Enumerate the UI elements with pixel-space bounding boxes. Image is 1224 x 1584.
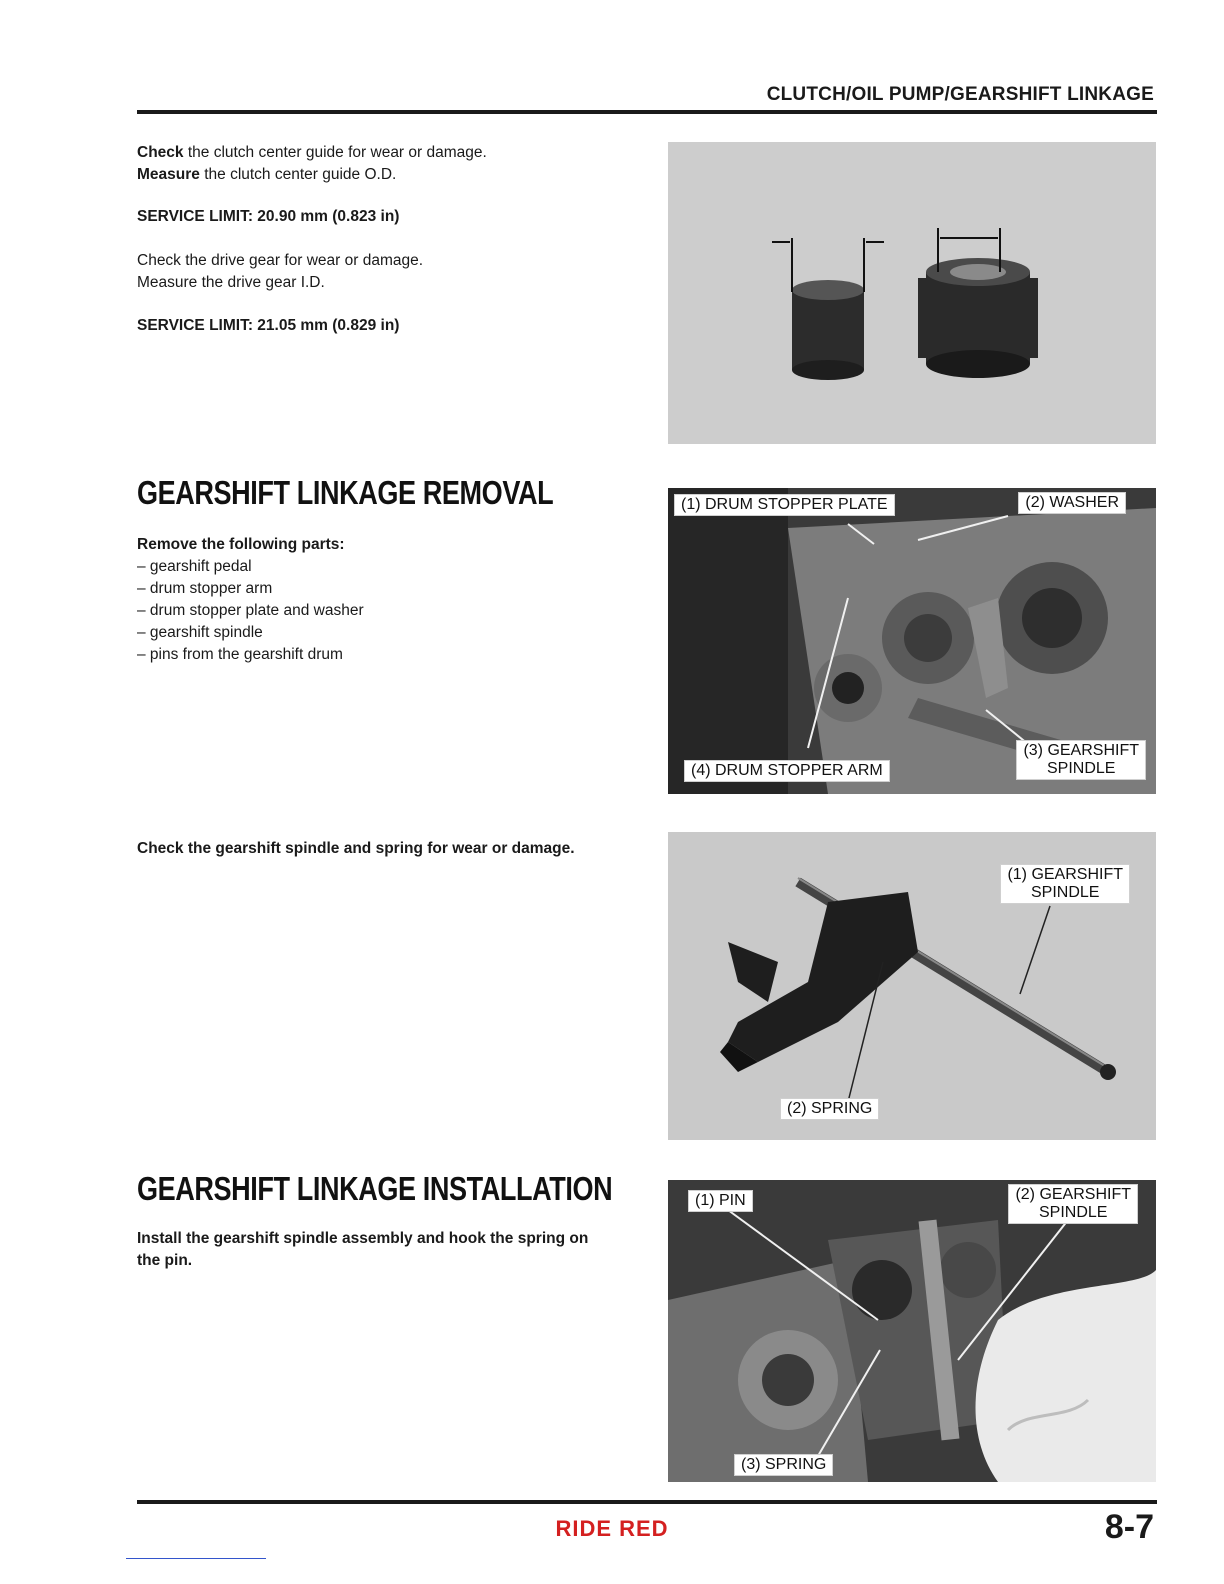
service-limit-value: 20.90 mm (0.823 in)	[252, 208, 400, 225]
removal-heading: GEARSHIFT LINKAGE REMOVAL	[137, 474, 554, 511]
installation-photo	[668, 1180, 1156, 1482]
spring-label: (3) SPRING	[734, 1454, 833, 1476]
label-line: (1) GEARSHIFT	[1007, 866, 1123, 883]
gearshift-spindle-label	[1016, 740, 1146, 780]
check-keyword: Check	[137, 144, 184, 161]
list-item: – pins from the gearshift drum	[137, 646, 343, 663]
instruction-line: the clutch center guide O.D.	[199, 166, 397, 183]
service-limit-label: SERVICE LIMIT:	[137, 317, 253, 334]
service-limit-value: 21.05 mm (0.829 in)	[252, 317, 400, 334]
header-rule	[137, 110, 1157, 114]
check-spindle-text	[137, 838, 575, 860]
clutch-guide-gear-photo	[668, 142, 1156, 444]
washer-label: (2) WASHER	[1018, 492, 1126, 514]
drum-stopper-plate-label: (1) DRUM STOPPER PLATE	[674, 494, 895, 516]
removal-intro	[137, 534, 345, 556]
gearshift-spindle-label	[1000, 864, 1130, 904]
footer-rule	[137, 1500, 1157, 1504]
label-line: (3) GEARSHIFT	[1023, 742, 1139, 759]
service-limit-2	[137, 315, 399, 337]
label-line: SPINDLE	[1038, 1204, 1108, 1221]
instruction-line: the clutch center guide for wear or damage.	[183, 144, 487, 161]
removal-photo	[668, 488, 1156, 794]
footer-brand: RIDE RED	[555, 1516, 669, 1541]
label-line: SPINDLE	[1046, 760, 1116, 777]
section-header: CLUTCH/OIL PUMP/GEARSHIFT LINKAGE	[766, 84, 1154, 105]
gearshift-spindle-label	[1008, 1184, 1138, 1224]
installation-line: Install the gearshift spindle assembly and hook the spring on	[137, 1230, 589, 1247]
footer-link-underline	[126, 1558, 266, 1559]
instruction-line: Check the drive gear for wear or damage.	[137, 252, 424, 269]
removal-parts-list	[137, 556, 364, 666]
removal-intro-text: Remove the following parts:	[137, 536, 345, 553]
list-item: – drum stopper plate and washer	[137, 602, 364, 619]
installation-heading: GEARSHIFT LINKAGE INSTALLATION	[137, 1170, 613, 1207]
installation-line: the pin.	[137, 1252, 193, 1269]
instruction-line: Measure the drive gear I.D.	[137, 274, 325, 291]
label-line: SPINDLE	[1030, 884, 1100, 901]
drum-stopper-arm-label: (4) DRUM STOPPER ARM	[684, 760, 890, 782]
inspection-text	[137, 142, 487, 186]
service-limit-label: SERVICE LIMIT:	[137, 208, 253, 225]
spindle-photo	[668, 832, 1156, 1140]
check-spindle-instruction: Check the gearshift spindle and spring for wear or damage.	[137, 840, 575, 857]
pin-label: (1) PIN	[688, 1190, 753, 1212]
installation-text	[137, 1228, 588, 1272]
list-item: – gearshift spindle	[137, 624, 263, 641]
list-item: – drum stopper arm	[137, 580, 273, 597]
page-number: 8-7	[1104, 1508, 1154, 1546]
list-item: – gearshift pedal	[137, 558, 252, 575]
drive-gear-text	[137, 250, 423, 294]
spring-label: (2) SPRING	[780, 1098, 879, 1120]
label-line: (2) GEARSHIFT	[1015, 1186, 1131, 1203]
service-limit-1	[137, 206, 399, 228]
measure-keyword: Measure	[137, 166, 200, 183]
